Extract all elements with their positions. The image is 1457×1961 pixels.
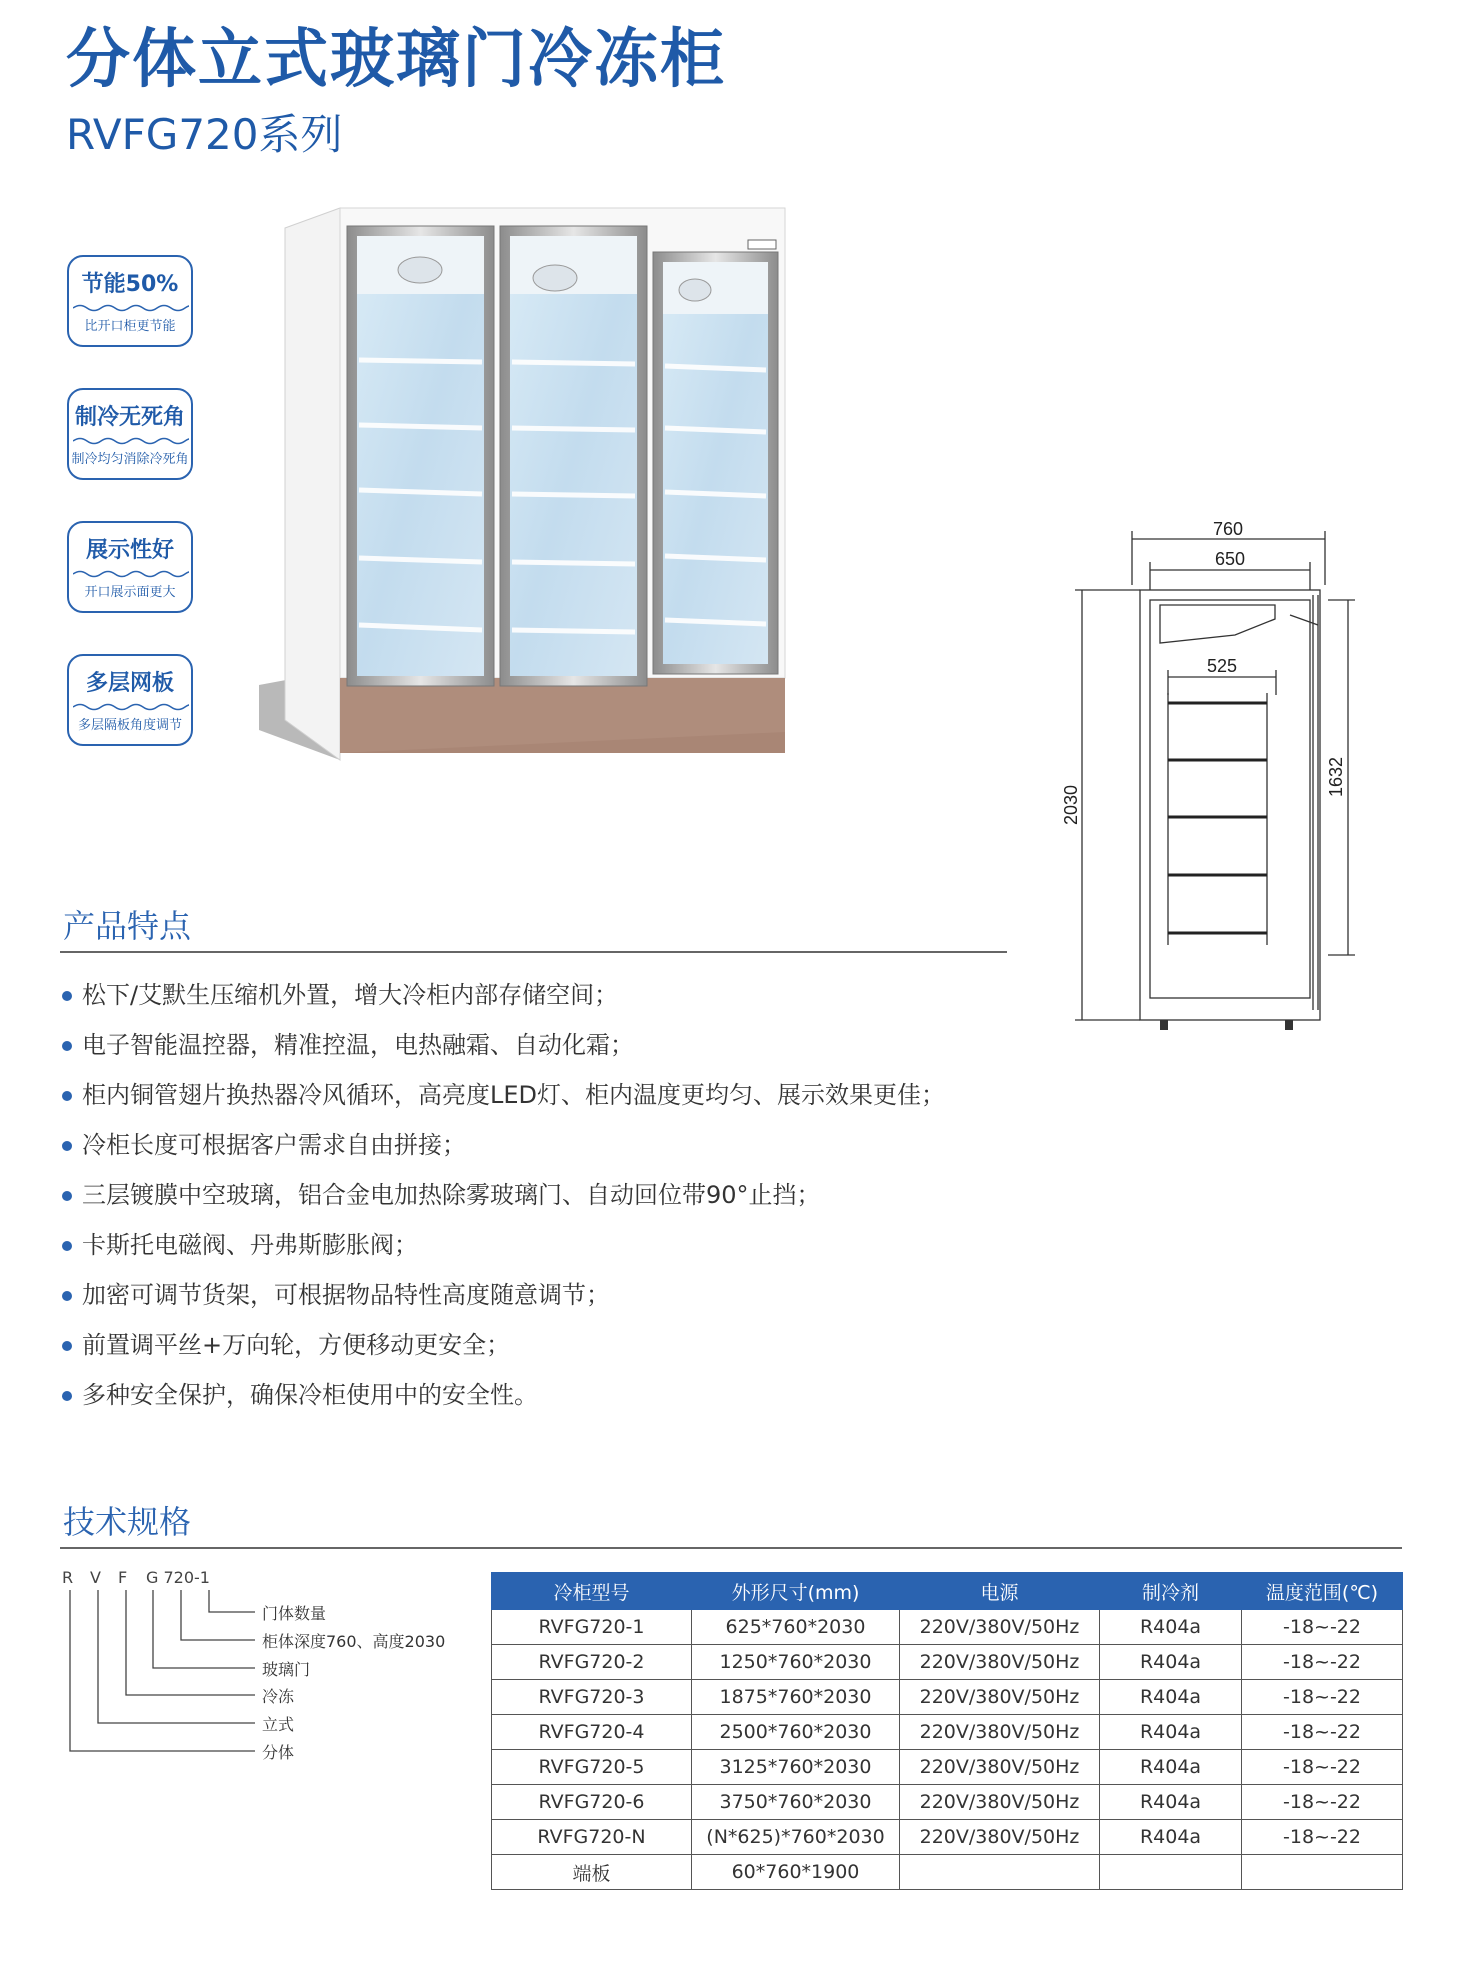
model-code-connectors — [55, 1588, 265, 1768]
cell-size: 3750*760*2030 — [692, 1785, 900, 1820]
cell-size: 625*760*2030 — [692, 1610, 900, 1645]
page-subtitle: RVFG720系列 — [66, 110, 343, 159]
fan-icon — [679, 279, 711, 301]
feature-item: 加密可调节货架，可根据物品特性高度随意调节； — [60, 1270, 945, 1320]
col-header-temp: 温度范围(℃) — [1242, 1573, 1403, 1610]
cell-temp: -18~-22 — [1242, 1715, 1403, 1750]
col-header-size: 外形尺寸(mm) — [692, 1573, 900, 1610]
cell-refrigerant: R404a — [1100, 1785, 1242, 1820]
wave-divider-icon — [73, 569, 189, 579]
cell-size: 60*760*1900 — [692, 1855, 900, 1890]
cell-refrigerant: R404a — [1100, 1820, 1242, 1855]
features-heading: 产品特点 — [63, 907, 192, 945]
specs-divider — [60, 1547, 1402, 1549]
features-list — [60, 970, 945, 1420]
cell-power: 220V/380V/50Hz — [900, 1750, 1100, 1785]
dim-inner-height: 1632 — [1326, 756, 1346, 798]
table-row — [492, 1680, 1403, 1715]
code-label-depth-height: 柜体深度760、高度2030 — [262, 1632, 446, 1651]
cell-power: 220V/380V/50Hz — [900, 1785, 1100, 1820]
door-left — [347, 226, 494, 686]
cell-model: RVFG720-1 — [492, 1610, 692, 1645]
col-header-power: 电源 — [900, 1573, 1100, 1610]
cell-temp: -18~-22 — [1242, 1820, 1403, 1855]
cell-size: 3125*760*2030 — [692, 1750, 900, 1785]
badge-title: 节能50% — [81, 272, 179, 297]
cell-power: 220V/380V/50Hz — [900, 1645, 1100, 1680]
cell-size: 1875*760*2030 — [692, 1680, 900, 1715]
table-row — [492, 1750, 1403, 1785]
code-label-upright: 立式 — [262, 1715, 295, 1734]
cell-temp: -18~-22 — [1242, 1750, 1403, 1785]
col-header-refrigerant: 制冷剂 — [1100, 1573, 1242, 1610]
cell-model: RVFG720-3 — [492, 1680, 692, 1715]
cell-size: (N*625)*760*2030 — [692, 1820, 900, 1855]
feature-item: 多种安全保护，确保冷柜使用中的安全性。 — [60, 1370, 945, 1420]
cell-model: RVFG720-2 — [492, 1645, 692, 1680]
col-header-model: 冷柜型号 — [492, 1573, 692, 1610]
badge-title: 展示性好 — [85, 538, 174, 563]
cell-refrigerant — [1100, 1855, 1242, 1890]
code-label-glass-door: 玻璃门 — [262, 1660, 311, 1679]
cell-model: RVFG720-N — [492, 1820, 692, 1855]
badge-sub: 制冷均匀消除冷死角 — [71, 452, 189, 467]
controller-display-icon — [748, 240, 776, 249]
cell-power: 220V/380V/50Hz — [900, 1610, 1100, 1645]
code-letter-f: F — [118, 1568, 128, 1587]
door-right — [653, 252, 778, 674]
badge-shelves — [67, 654, 193, 746]
feature-item: 柜内铜管翅片换热器冷风循环，高亮度LED灯、柜内温度更均匀、展示效果更佳； — [60, 1070, 945, 1120]
feature-item: 冷柜长度可根据客户需求自由拼接； — [60, 1120, 945, 1170]
wave-divider-icon — [73, 303, 189, 313]
cell-model: RVFG720-6 — [492, 1785, 692, 1820]
cell-model: 端板 — [492, 1855, 692, 1890]
code-label-frozen: 冷冻 — [262, 1687, 295, 1706]
cell-temp: -18~-22 — [1242, 1785, 1403, 1820]
cell-power: 220V/380V/50Hz — [900, 1715, 1100, 1750]
table-row — [492, 1820, 1403, 1855]
fan-icon — [398, 257, 442, 283]
badge-no-dead-angle — [67, 388, 193, 480]
badge-title: 多层网板 — [85, 671, 174, 696]
table-header-row — [492, 1573, 1403, 1610]
door-middle — [500, 226, 647, 686]
badge-sub: 开口展示面更大 — [84, 585, 176, 600]
feature-item: 三层镀膜中空玻璃，铝合金电加热除雾玻璃门、自动回位带90°止挡； — [60, 1170, 945, 1220]
badge-sub: 比开口柜更节能 — [84, 319, 176, 334]
cell-model: RVFG720-4 — [492, 1715, 692, 1750]
badge-sub: 多层隔板角度调节 — [77, 718, 182, 733]
table-row — [492, 1715, 1403, 1750]
feature-item: 松下/艾默生压缩机外置，增大冷柜内部存储空间； — [60, 970, 945, 1020]
wave-divider-icon — [73, 436, 189, 446]
cell-temp — [1242, 1855, 1403, 1890]
cell-power: 220V/380V/50Hz — [900, 1820, 1100, 1855]
cell-refrigerant: R404a — [1100, 1680, 1242, 1715]
cell-refrigerant: R404a — [1100, 1715, 1242, 1750]
cell-temp: -18~-22 — [1242, 1680, 1403, 1715]
cross-section-diagram — [1060, 515, 1360, 1035]
table-row — [492, 1610, 1403, 1645]
fan-icon — [533, 265, 577, 291]
feature-item: 卡斯托电磁阀、丹弗斯膨胀阀； — [60, 1220, 945, 1270]
dim-inner-width: 650 — [1214, 549, 1246, 569]
cell-temp: -18~-22 — [1242, 1610, 1403, 1645]
badge-energy-saving — [67, 255, 193, 347]
page-title: 分体立式玻璃门冷冻柜 — [66, 23, 726, 97]
specs-heading: 技术规格 — [63, 1503, 192, 1541]
cell-refrigerant: R404a — [1100, 1645, 1242, 1680]
features-divider — [60, 951, 1007, 953]
feature-item: 前置调平丝+万向轮，方便移动更安全； — [60, 1320, 945, 1370]
code-label-split: 分体 — [262, 1743, 295, 1762]
table-row — [492, 1785, 1403, 1820]
cell-refrigerant: R404a — [1100, 1610, 1242, 1645]
cell-power — [900, 1855, 1100, 1890]
code-letter-g720: G 720-1 — [146, 1568, 210, 1587]
feature-item: 电子智能温控器，精准控温，电热融霜、自动化霜； — [60, 1020, 945, 1070]
code-letter-v: V — [90, 1568, 101, 1587]
cell-refrigerant: R404a — [1100, 1750, 1242, 1785]
cell-power: 220V/380V/50Hz — [900, 1680, 1100, 1715]
code-letter-r: R — [62, 1568, 74, 1587]
dim-total-height: 2030 — [1061, 784, 1081, 826]
table-row — [492, 1645, 1403, 1680]
table-row-end-panel — [492, 1855, 1403, 1890]
dim-shelf-width: 525 — [1206, 656, 1238, 676]
wave-divider-icon — [73, 702, 189, 712]
cell-model: RVFG720-5 — [492, 1750, 692, 1785]
badge-title: 制冷无死角 — [74, 405, 185, 430]
code-label-doors: 门体数量 — [262, 1604, 327, 1623]
cell-size: 2500*760*2030 — [692, 1715, 900, 1750]
dim-outer-width: 760 — [1212, 519, 1244, 539]
cell-size: 1250*760*2030 — [692, 1645, 900, 1680]
cell-temp: -18~-22 — [1242, 1645, 1403, 1680]
badge-display — [67, 521, 193, 613]
spec-table — [491, 1572, 1403, 1890]
product-freezer-image — [255, 200, 815, 770]
